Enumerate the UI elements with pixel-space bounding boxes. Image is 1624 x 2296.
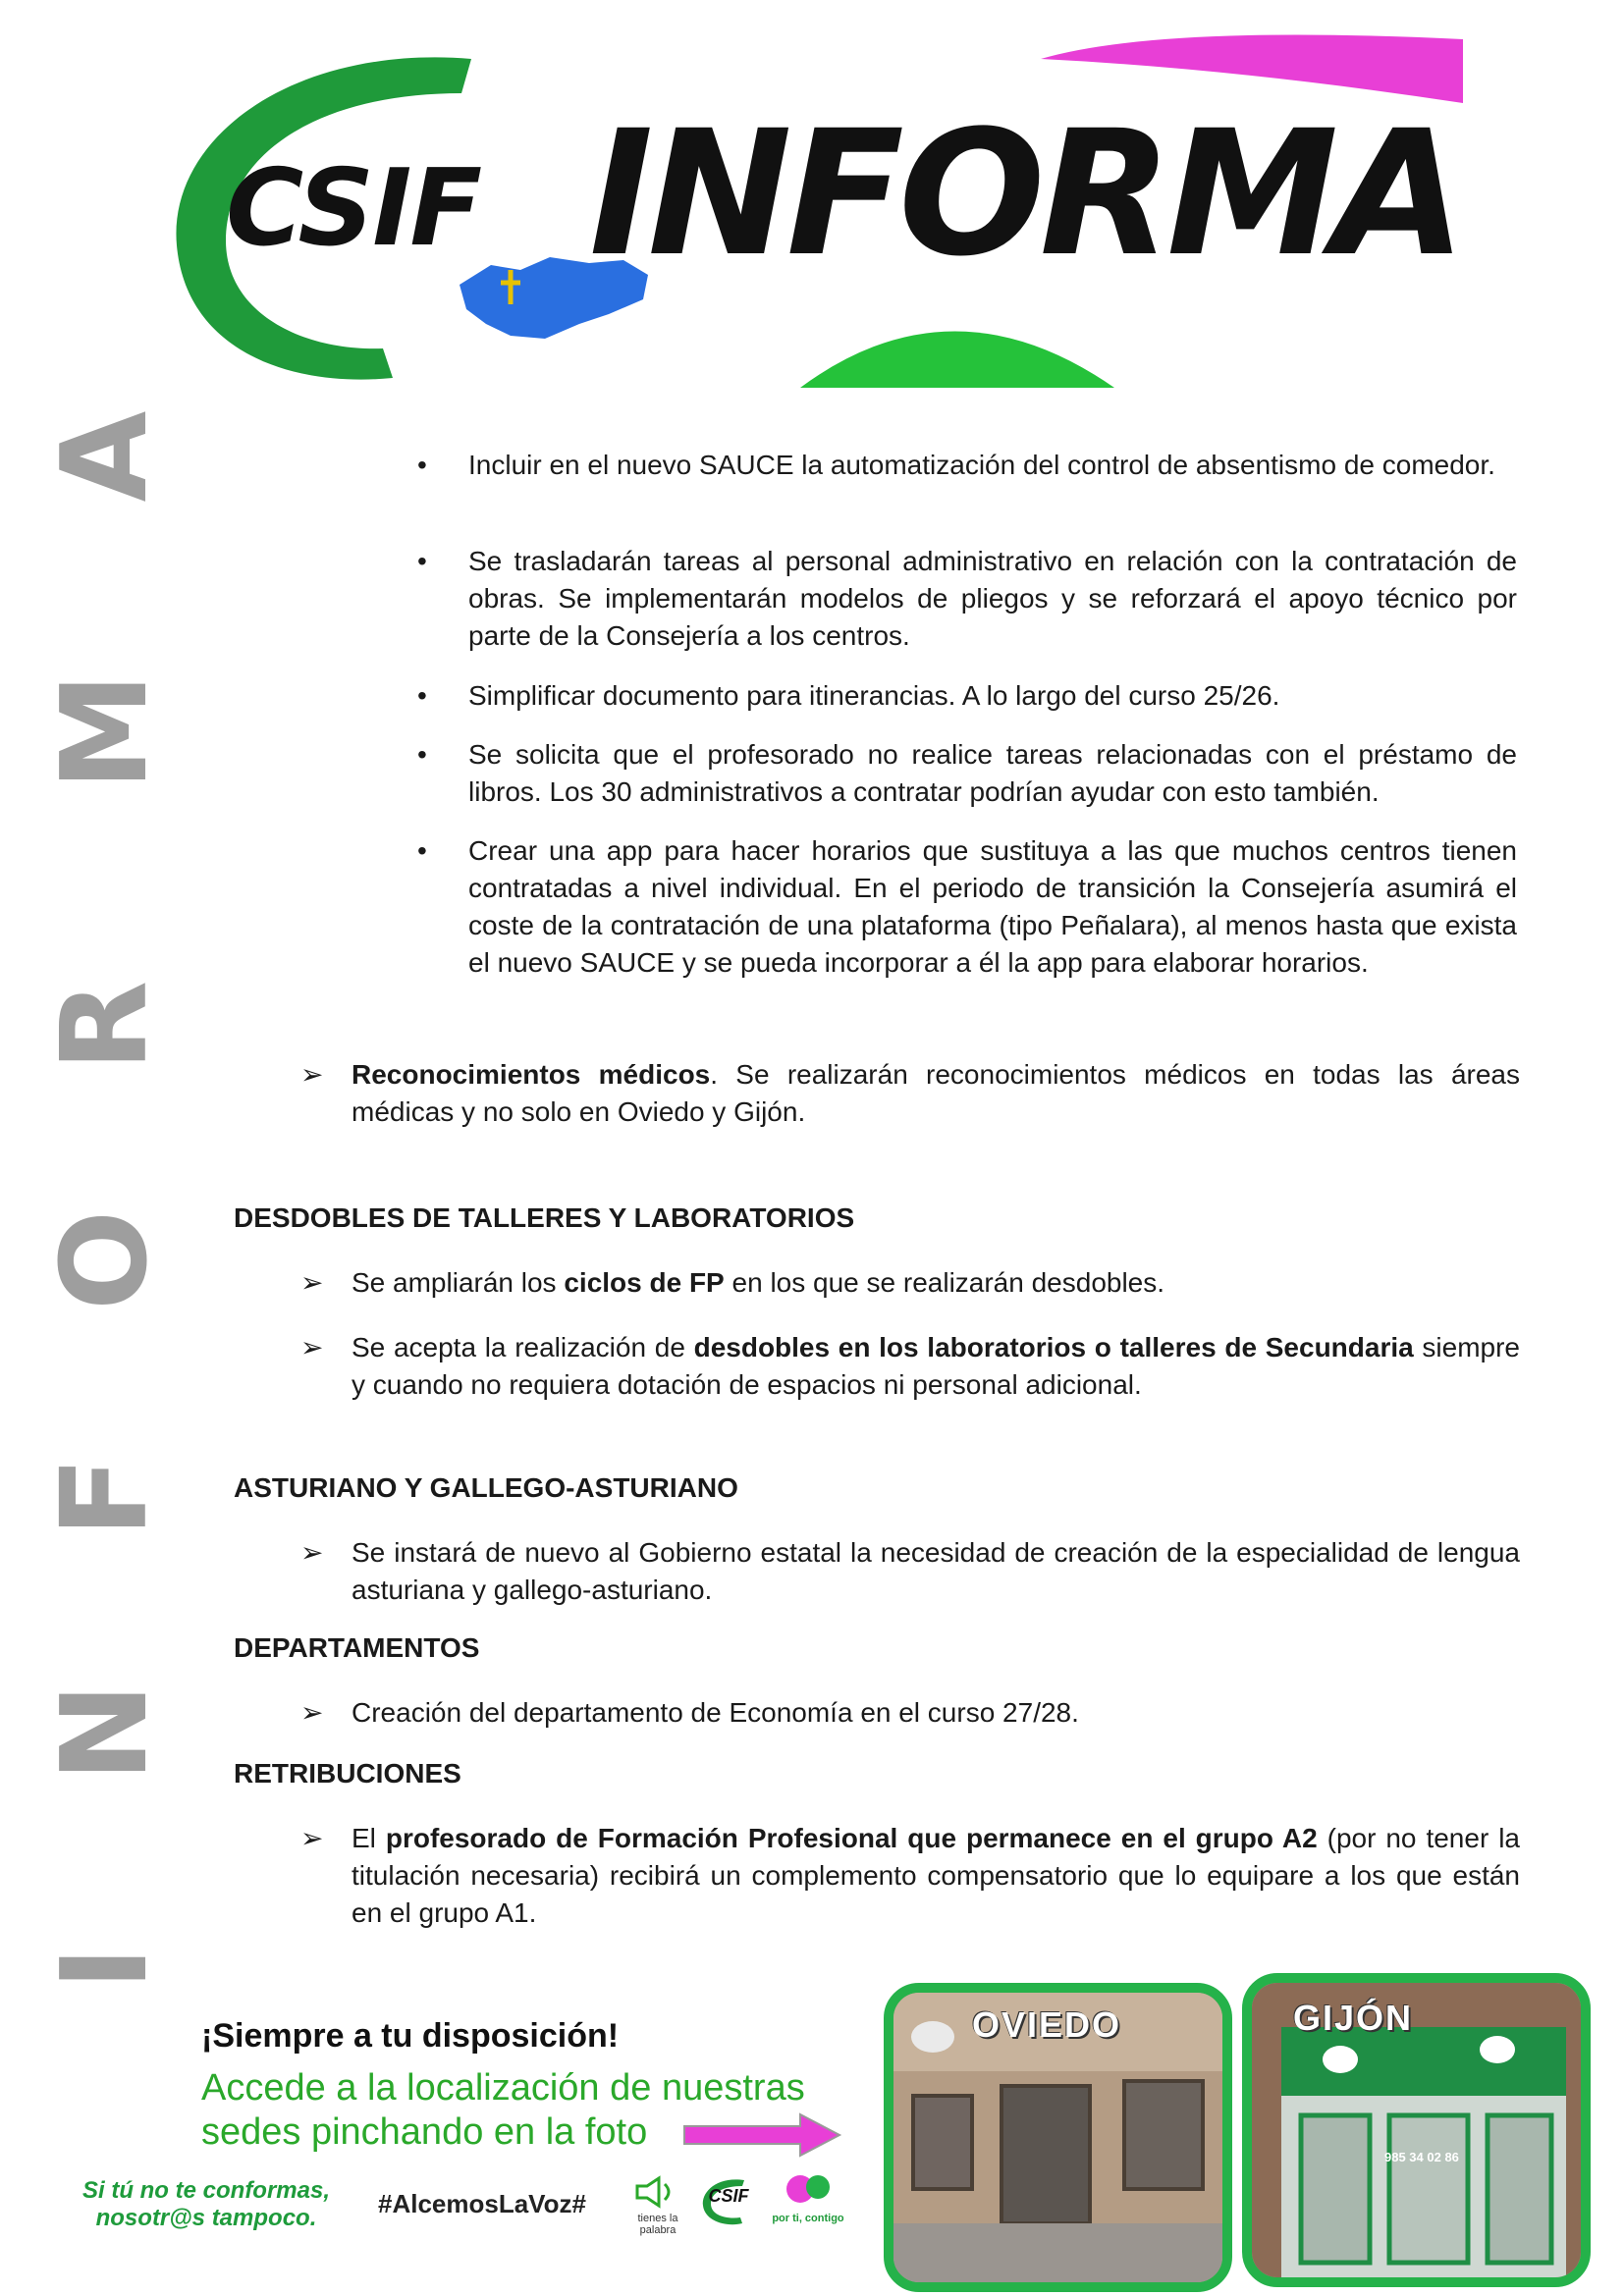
list-item-text: . Se realizarán reconocimientos médicos en todas las áreas médicas y no solo en Oviedo y Gijón.	[352, 1059, 1520, 1127]
gijon-phone-number: 985 34 02 86	[1384, 2150, 1459, 2164]
tienes-la-palabra-logo: tienes la palabra	[637, 2213, 678, 2236]
green-dome-shape	[795, 314, 1119, 393]
section-heading-desdobles: DESDOBLES DE TALLERES Y LABORATORIOS	[234, 1202, 855, 1233]
page-header	[0, 0, 1624, 412]
bullet-dot: •	[417, 450, 427, 480]
arrow-bullet-icon: ➢	[300, 1823, 324, 1853]
hashtag-text: #AlcemosLaVoz#	[378, 2189, 586, 2218]
speaker-icon	[633, 2174, 677, 2210]
list-item: Incluir en el nuevo SAUCE la automatización del control de absentismo de comedor.	[468, 450, 1495, 480]
list-item	[352, 1820, 1520, 1932]
csif-small-logo-text: CSIF	[708, 2186, 749, 2206]
side-letter-a: A	[37, 410, 174, 503]
section-heading-departamentos: DEPARTAMENTOS	[234, 1632, 480, 1663]
side-letter-n: N	[37, 1682, 174, 1782]
bold-text: Reconocimientos médicos	[352, 1059, 711, 1090]
arrow-bullet-icon: ➢	[300, 1059, 324, 1090]
arrow-right-icon	[682, 2110, 844, 2160]
slogan-text	[69, 2177, 344, 2232]
footer-subtitle-line: Accede a la localización de nuestras	[201, 2067, 805, 2109]
por-ti-contigo-logo: por ti, contigo	[772, 2213, 844, 2224]
list-item-text: El	[352, 1823, 386, 1853]
list-item: Creación del departamento de Economía en el curso 27/28.	[352, 1697, 1079, 1728]
section-heading-asturiano: ASTURIANO Y GALLEGO-ASTURIANO	[234, 1472, 738, 1503]
side-letter-i: I	[37, 1946, 174, 1991]
gijon-label: GIJÓN	[1293, 1998, 1414, 2038]
list-item: Se solicita que el profesorado no realice tareas relacionadas con el préstamo de libros. Los 30 administrativos a contratar podrían ayudar con esto también.	[468, 739, 1517, 807]
arrow-bullet-icon: ➢	[300, 1697, 324, 1728]
footer-subtitle-line: sedes pinchando en la foto	[201, 2111, 648, 2153]
oviedo-office-photo[interactable]	[884, 1983, 1232, 2292]
side-watermark	[37, 309, 174, 2027]
list-item	[352, 1056, 1520, 1131]
chat-bubbles-icon	[781, 2169, 839, 2209]
bullet-dot: •	[417, 680, 427, 711]
bullet-dot: •	[417, 546, 427, 576]
side-letter-m: M	[37, 672, 174, 790]
bold-text: ciclos de FP	[564, 1267, 725, 1298]
bold-text: desdobles en los laboratorios o talleres de Secundaria	[693, 1332, 1414, 1362]
bold-text: profesorado de Formación Profesional que permanece en el grupo A2	[385, 1823, 1318, 1853]
bullet-dot: •	[417, 739, 427, 770]
list-item: Se trasladarán tareas al personal administrativo en relación con la contratación de obras. Se implementarán modelos de pliegos y se reforzará el apoyo técnico por parte de la Consejería a los centros.	[468, 546, 1517, 651]
arrow-bullet-icon: ➢	[300, 1537, 324, 1568]
list-item-text: en los que se realizarán desdobles.	[724, 1267, 1165, 1298]
side-letter-o: O	[37, 1209, 174, 1310]
section-heading-retribuciones: RETRIBUCIONES	[234, 1758, 461, 1789]
list-item: Se instará de nuevo al Gobierno estatal la necesidad de creación de la especialidad de lengua asturiana y gallego-asturiano.	[352, 1537, 1520, 1605]
list-item	[352, 1264, 1520, 1302]
footer-title: ¡Siempre a tu disposición!	[201, 2017, 620, 2055]
slogan-line: Si tú no te conformas,	[81, 2177, 331, 2204]
list-item-text: siempre y cuando no requiera dotación de espacios ni personal adicional.	[352, 1332, 1520, 1400]
side-letter-r: R	[37, 980, 174, 1072]
slogan-line: nosotr@s tampoco.	[95, 2205, 317, 2231]
list-item: Simplificar documento para itinerancias. A lo largo del curso 25/26.	[468, 680, 1280, 711]
bullet-dot: •	[417, 835, 427, 866]
page-title: INFORMA	[589, 93, 1461, 294]
list-item-text: (por no tener la titulación necesaria) recibirá un complemento compensatorio que lo equipare a los que están en el grupo A1.	[352, 1823, 1520, 1928]
side-letter-f: F	[37, 1457, 174, 1537]
arrow-bullet-icon: ➢	[300, 1267, 324, 1298]
gijon-office-photo[interactable]	[1242, 1973, 1591, 2287]
list-item: Crear una app para hacer horarios que sustituya a las que muchos centros tienen contratadas a nivel individual. En el periodo de transición la Consejería asumirá el coste de la contratación de una plataforma (tipo Peñalara), al menos hasta que exista el nuevo SAUCE y se pueda incorporar a él la app para elaborar horarios.	[468, 835, 1517, 978]
list-item-text: Se ampliarán los	[352, 1267, 565, 1298]
arrow-bullet-icon: ➢	[300, 1332, 324, 1362]
list-item	[352, 1329, 1520, 1404]
list-item-text: Se acepta la realización de	[352, 1332, 694, 1362]
oviedo-label: OVIEDO	[972, 2004, 1122, 2045]
csif-logo-text: CSIF	[226, 147, 481, 270]
